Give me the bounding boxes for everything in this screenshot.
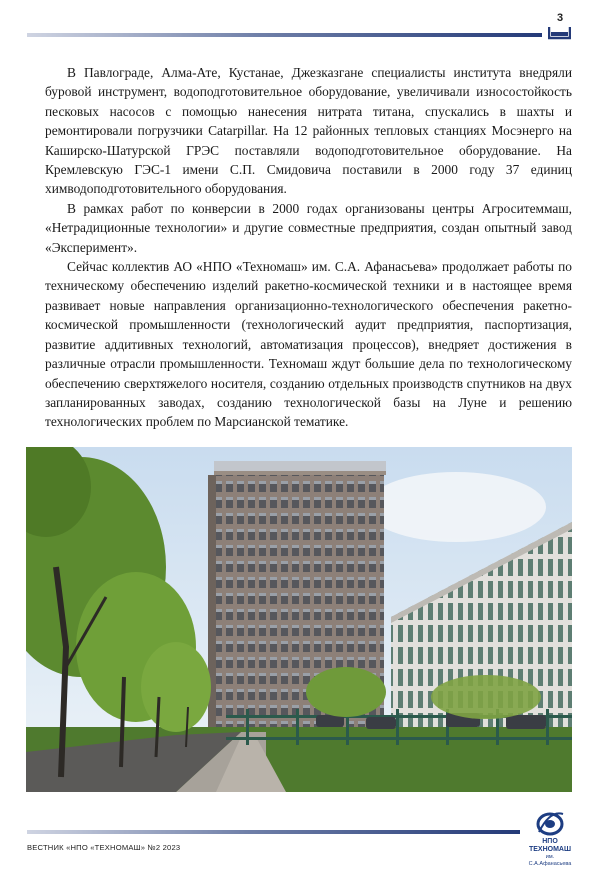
article-body [45,63,572,432]
logo-name: НПО ТЕХНОМАШ [528,838,572,853]
footer-rule [27,830,520,834]
header-rule [27,33,542,37]
page-number-tab-icon [548,27,571,40]
logo-emblem-icon [535,808,565,838]
journal-issue-label: ВЕСТНИК «НПО «ТЕХНОМАШ» №2 2023 [27,843,181,852]
paragraph-3: Сейчас коллектив АО «НПО «Техномаш» им. С.А. Афанасьева» продолжает работы по техническому обеспечению изделий ракетно-космической техники и в настоящее время развивает новые направления организационно-технологического обеспечения ракетно-космической промышленности (технологический аудит предприятия, паспортизация, развитие аддитивных технологий, автоматизация процессов), внедряет достижения в различные отрасли промышленности. Техномаш ждут большие дела по технологическому обеспечению сверхтяжелого носителя, созданию отдельных производств спутников на двух запланированных заводах, созданию технологической базы на Луне и решению технологических проблем по Марсианской тематике. [45,259,572,430]
page-number: 3 [556,12,564,24]
paragraph-2: В рамках работ по конверсии в 2000 годах организованы центры Агроситеммаш, «Нетрадиционные технологии» и другие совместные предприятия, создан опытный завод «Эксперимент». [45,200,572,255]
logo-subtitle: им. С.А.Афанасьева [528,854,572,867]
building-photo [26,447,572,792]
building-photo-image [26,447,572,792]
paragraph-1: В Павлограде, Алма-Ате, Кустанае, Джезказгане специалисты института внедряли буровой инструмент, водоподготовительное оборудование, увеличивали износостойкость песковых насосов с помощью нанесения нитрата титана, спускались в шахты и ремонтировали погрузчики Catarpillar. На 12 районных тепловых станциях Мосэнерго на Каширско-Шатурской ГРЭС поставляли водоподготовительное оборудование. На Кремлевскую ГЭС-1 имени С.П. Смидовича поставили в 2000 году 37 единиц химводоподготовительного оборудования. [45,65,572,197]
tehnomash-logo [526,808,574,867]
